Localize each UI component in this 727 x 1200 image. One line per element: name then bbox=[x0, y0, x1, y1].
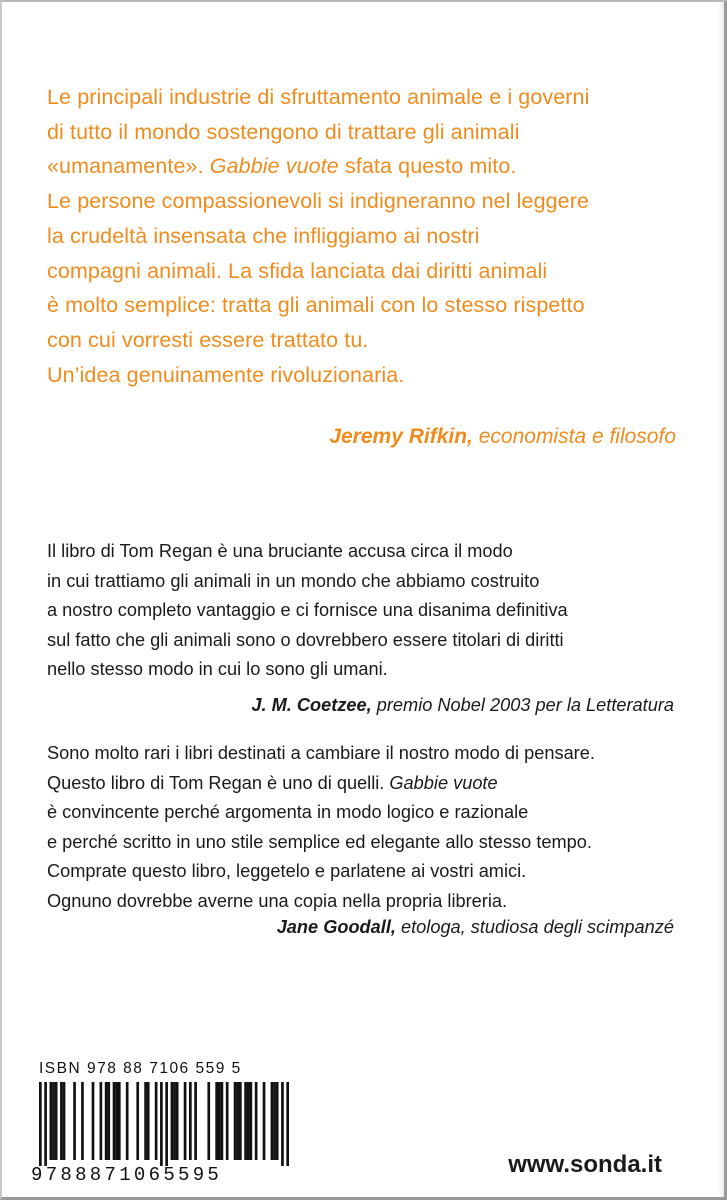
barcode-bar bbox=[55, 1082, 58, 1160]
barcode-area bbox=[29, 1052, 297, 1192]
barcode-bar bbox=[171, 1082, 174, 1160]
rifkin-attribution bbox=[329, 425, 676, 449]
text-run: nello stesso modo in cui lo sono gli umani. bbox=[47, 659, 388, 679]
barcode-bar bbox=[271, 1082, 274, 1160]
barcode-bar bbox=[218, 1082, 221, 1160]
barcode-bar bbox=[255, 1082, 258, 1160]
barcode-bar bbox=[263, 1082, 266, 1160]
text-run: la crudeltà insensata che infliggiamo ai nostri bbox=[47, 223, 480, 248]
book-title: Gabbie vuote bbox=[209, 154, 339, 179]
quote-line bbox=[47, 626, 697, 656]
quote-line bbox=[47, 828, 697, 858]
text-run: di tutto il mondo sostengono di trattare gli animali bbox=[47, 119, 520, 144]
text-run: Ognuno dovrebbe averne una copia nella propria libreria. bbox=[47, 890, 508, 911]
barcode-bar bbox=[239, 1082, 242, 1160]
coetzee-author: J. M. Coetzee, bbox=[251, 695, 372, 715]
barcode-bar bbox=[126, 1082, 129, 1160]
barcode-bar bbox=[281, 1082, 284, 1166]
ean-number: 9788871065595 bbox=[31, 1164, 223, 1186]
goodall-author: Jane Goodall, bbox=[276, 917, 396, 937]
quote-line bbox=[47, 857, 697, 887]
rifkin-role: economista e filosofo bbox=[472, 425, 676, 448]
quote-line bbox=[47, 537, 697, 567]
quote-line bbox=[47, 887, 697, 917]
quote-line bbox=[47, 358, 697, 393]
quote-line bbox=[47, 567, 697, 597]
text-run: sfata questo mito. bbox=[338, 154, 517, 179]
barcode-bar bbox=[173, 1082, 176, 1160]
barcode-bar bbox=[107, 1082, 110, 1160]
quote-line bbox=[47, 288, 697, 323]
text-run: «umanamente». bbox=[47, 154, 210, 179]
quote-line bbox=[47, 219, 697, 254]
barcode-bar bbox=[236, 1082, 239, 1160]
barcode-bar bbox=[215, 1082, 218, 1160]
barcode-bar bbox=[147, 1082, 150, 1160]
barcode-bar bbox=[244, 1082, 247, 1160]
text-run: sul fatto che gli animali sono o dovrebbero essere titolari di diritti bbox=[47, 629, 564, 650]
isbn-label: ISBN 978 88 7106 559 5 bbox=[39, 1060, 242, 1077]
barcode-bar bbox=[194, 1082, 197, 1160]
coetzee-quote bbox=[47, 537, 697, 685]
text-run: con cui vorresti essere trattato tu. bbox=[47, 327, 369, 352]
barcode-bar bbox=[73, 1082, 76, 1160]
barcode-bar bbox=[184, 1082, 187, 1160]
rifkin-quote bbox=[47, 80, 697, 392]
barcode-bar bbox=[115, 1082, 118, 1160]
barcode-bar bbox=[118, 1082, 121, 1160]
barcode-bar bbox=[136, 1082, 139, 1160]
barcode-bar bbox=[273, 1082, 276, 1160]
barcode-bar bbox=[226, 1082, 229, 1160]
barcode-bar bbox=[207, 1082, 210, 1160]
quote-line bbox=[47, 149, 697, 184]
barcode-bar bbox=[105, 1082, 108, 1160]
barcode-bar bbox=[44, 1082, 47, 1166]
barcode-bar bbox=[60, 1082, 63, 1160]
quote-line bbox=[47, 184, 697, 219]
text-run: in cui trattiamo gli animali in un mondo che abbiamo costruito bbox=[47, 570, 540, 591]
barcode-bar bbox=[92, 1082, 95, 1160]
text-run: è convincente perché argomenta in modo logico e razionale bbox=[47, 802, 529, 822]
quote-line bbox=[47, 323, 697, 358]
barcode-bar bbox=[39, 1082, 42, 1166]
coetzee-role: premio Nobel 2003 per la Letteratura bbox=[371, 695, 674, 715]
text-run: Il libro di Tom Regan è una bruciante accusa circa il modo bbox=[47, 541, 513, 561]
text-run: Questo libro di Tom Regan è uno di quelli. bbox=[47, 772, 390, 793]
publisher-website: www.sonda.it bbox=[508, 1151, 662, 1178]
quote-line bbox=[47, 798, 697, 828]
barcode-bar bbox=[234, 1082, 237, 1160]
text-run: a nostro completo vantaggio e ci fornisce una disanima definitiva bbox=[47, 600, 568, 620]
text-run: Le principali industrie di sfruttamento animale e i governi bbox=[47, 85, 590, 109]
text-run: Comprate questo libro, leggetelo e parlatene ai vostri amici. bbox=[47, 861, 527, 881]
goodall-quote bbox=[47, 739, 697, 916]
quote-line bbox=[47, 739, 697, 769]
barcode-bar bbox=[247, 1082, 250, 1160]
quote-line bbox=[47, 80, 697, 115]
goodall-role: etologa, studiosa degli scimpanzé bbox=[395, 917, 674, 937]
barcode-bars bbox=[39, 1082, 289, 1166]
barcode-bar bbox=[63, 1082, 66, 1160]
barcode-bar bbox=[100, 1082, 103, 1160]
text-run: e perché scritto in uno stile semplice ed elegante allo stesso tempo. bbox=[47, 831, 592, 852]
text-run: Sono molto rari i libri destinati a cambiare il nostro modo di pensare. bbox=[47, 743, 595, 763]
text-run: Un’idea genuinamente rivoluzionaria. bbox=[47, 362, 405, 387]
barcode-bar bbox=[52, 1082, 55, 1160]
barcode-bar bbox=[221, 1082, 224, 1160]
barcode-bar bbox=[189, 1082, 192, 1160]
text-run: Le persone compassionevoli si indigneranno nel leggere bbox=[47, 189, 590, 214]
barcode-bar bbox=[81, 1082, 84, 1160]
barcode-bar bbox=[276, 1082, 279, 1160]
barcode-bar bbox=[165, 1082, 168, 1166]
book-title: Gabbie vuote bbox=[389, 772, 498, 793]
rifkin-author: Jeremy Rifkin, bbox=[329, 425, 473, 448]
quote-line bbox=[47, 769, 697, 799]
quote-line bbox=[47, 254, 697, 289]
quote-line bbox=[47, 596, 697, 626]
barcode-bar bbox=[176, 1082, 179, 1160]
barcode-bar bbox=[113, 1082, 116, 1160]
quote-line bbox=[47, 655, 697, 685]
barcode-bar bbox=[144, 1082, 147, 1160]
barcode-bar bbox=[160, 1082, 163, 1166]
barcode-bar bbox=[286, 1082, 289, 1166]
barcode-bar bbox=[155, 1082, 158, 1160]
goodall-attribution bbox=[277, 917, 674, 938]
barcode-bar bbox=[50, 1082, 53, 1160]
coetzee-attribution bbox=[251, 695, 674, 716]
barcode-bar bbox=[250, 1082, 253, 1160]
text-run: compagni animali. La sfida lanciata dai diritti animali bbox=[47, 258, 548, 283]
quote-line bbox=[47, 115, 697, 150]
text-run: è molto semplice: tratta gli animali con lo stesso rispetto bbox=[47, 293, 585, 318]
